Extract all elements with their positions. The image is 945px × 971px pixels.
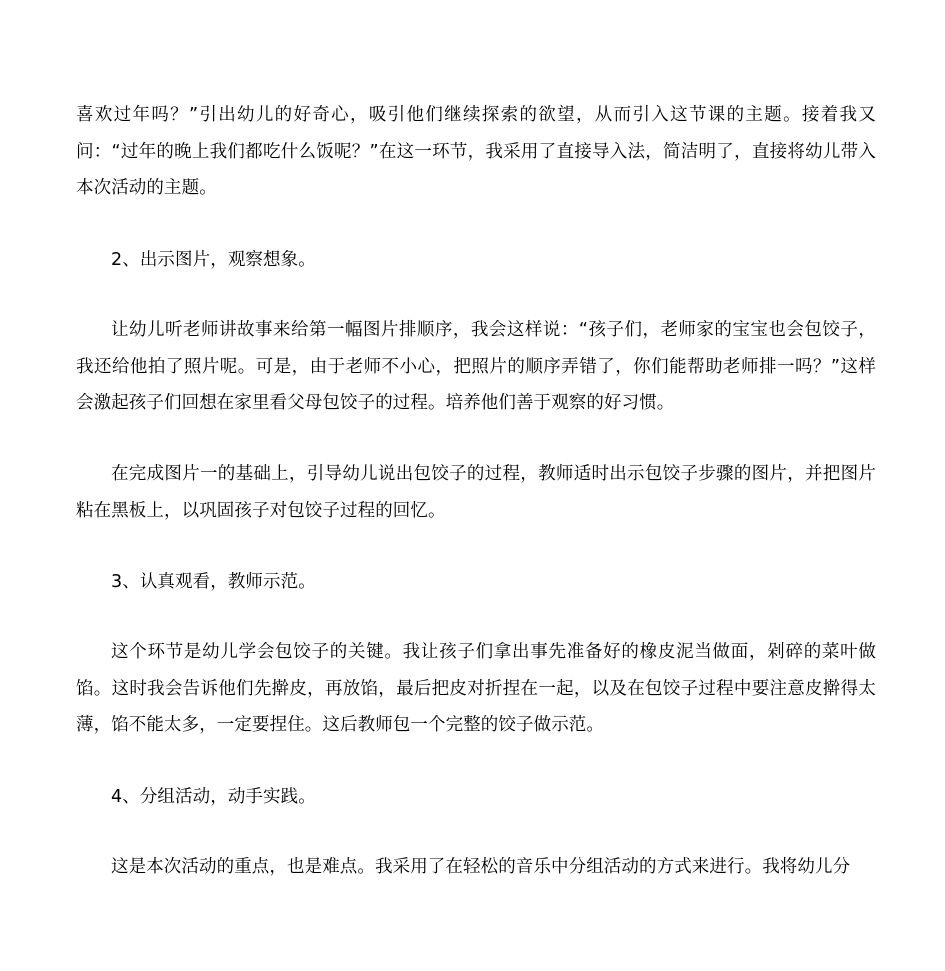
paragraph-group-activity: 这是本次活动的重点，也是难点。我采用了在轻松的音乐中分组活动的方式来进行。我将幼儿分 <box>111 857 851 877</box>
section-heading-4: 4、分组活动，动手实践。 <box>111 787 316 807</box>
section-heading-2: 2、出示图片，观察想象。 <box>111 250 316 270</box>
paragraph-steps-pictures: 在完成图片一的基础上，引导幼儿说出包饺子的过程，教师适时出示包饺子步骤的图片，并把图片粘在黑板上，以巩固孩子对包饺子过程的回忆。 <box>76 464 876 521</box>
paragraph-story-ordering: 让幼儿听老师讲故事来给第一幅图片排顺序，我会这样说：“孩子们，老师家的宝宝也会包饺子，我还给他拍了照片呢。可是，由于老师不小心，把照片的顺序弄错了，你们能帮助老师排一吗？”这样会激起孩子们回想在家里看父母包饺子的过程。培养他们善于观察的好习惯。 <box>76 320 876 413</box>
paragraph-intro-continuation: 喜欢过年吗？”引出幼儿的好奇心，吸引他们继续探索的欲望，从而引入这节课的主题。接着我又问：“过年的晚上我们都吃什么饭呢？”在这一环节，我采用了直接导入法，简洁明了，直接将幼儿带入本次活动的主题。 <box>76 105 876 198</box>
section-heading-3: 3、认真观看，教师示范。 <box>111 572 316 592</box>
paragraph-demonstration: 这个环节是幼儿学会包饺子的关键。我让孩子们拿出事先准备好的橡皮泥当做面，剁碎的菜叶做馅。这时我会告诉他们先擀皮，再放馅，最后把皮对折捏在一起，以及在包饺子过程中要注意皮擀得太薄，馅不能太多，一定要捏住。这后教师包一个完整的饺子做示范。 <box>76 642 876 735</box>
